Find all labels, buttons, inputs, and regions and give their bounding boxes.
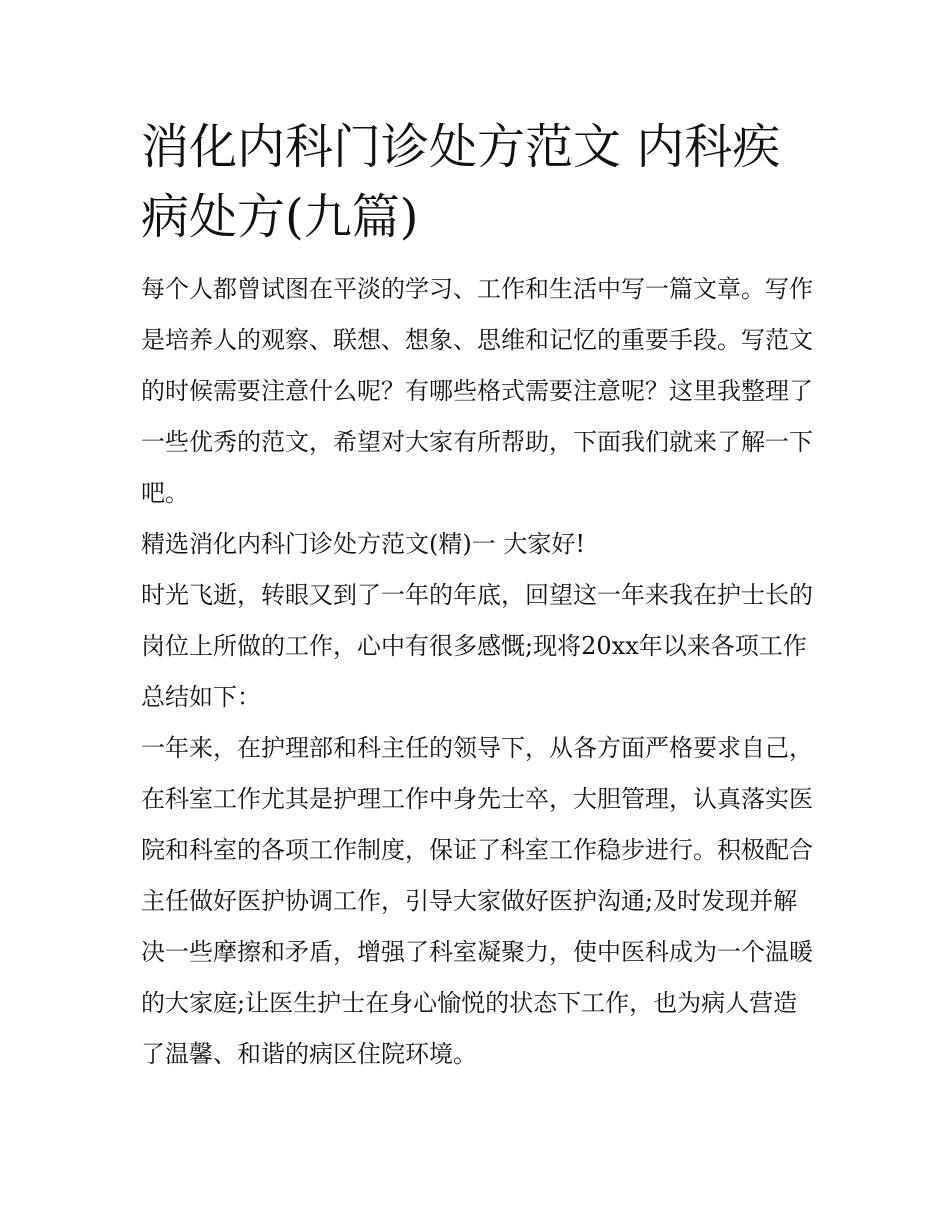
document-content <box>141 112 813 1080</box>
intro-paragraph: 每个人都曾试图在平淡的学习、工作和生活中写一篇文章。写作是培养人的观察、联想、想象、思维和记忆的重要手段。写范文的时候需要注意什么呢？有哪些格式需要注意呢？这里我整理了一些优秀的范文，希望对大家有所帮助，下面我们就来了解一下吧。 <box>141 275 813 507</box>
summary-intro-paragraph: 时光飞逝，转眼又到了一年的年底，回望这一年来我在护士长的岗位上所做的工作，心中有很多感慨;现将20xx年以来各项工作总结如下： <box>141 581 813 711</box>
section-heading-paragraph: 精选消化内科门诊处方范文(精)一 大家好! <box>141 530 585 558</box>
document-title: 消化内科门诊处方范文 内科疾病处方(九篇) <box>141 119 781 245</box>
document-body <box>141 264 813 1080</box>
work-summary-paragraph: 一年来，在护理部和科主任的领导下，从各方面严格要求自己，在科室工作尤其是护理工作中身先士卒，大胆管理，认真落实医院和科室的各项工作制度，保证了科室工作稳步进行。积极配合主任做好医护协调工作，引导大家做好医护沟通;及时发现并解决一些摩擦和矛盾，增强了科室凝聚力，使中医科成为一个温暖的大家庭;让医生护士在身心愉悦的状态下工作，也为病人营造了温馨、和谐的病区住院环境。 <box>141 734 813 1068</box>
